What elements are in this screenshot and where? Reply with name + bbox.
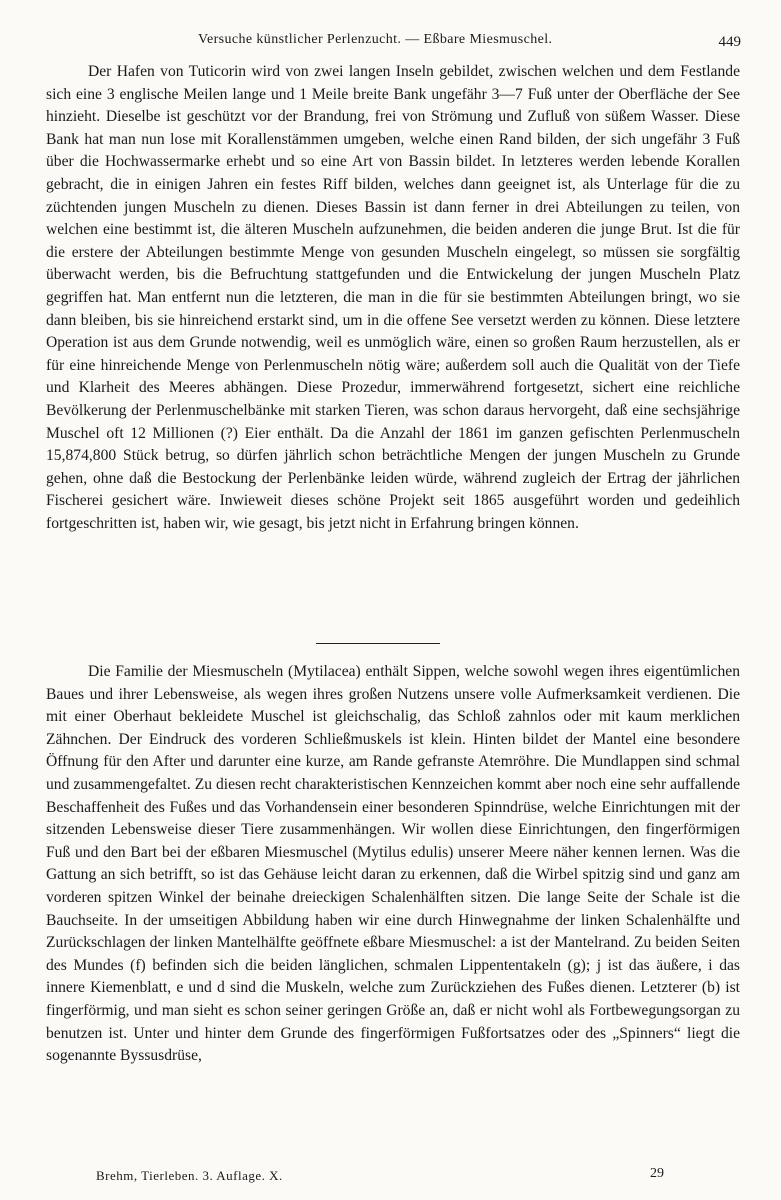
running-head: Versuche künstlicher Perlenzucht. — Eßbare Miesmuschel.: [198, 32, 553, 47]
page-header: [46, 26, 741, 54]
paragraph-text: Der Hafen von Tuticorin wird von zwei langen Inseln gebildet, zwischen welchen und dem Festlande sich eine 3 englische Meilen lange und 1 Meile breite Bank ungefähr 3—7 Fuß unter der Oberfläche der See hinzieht. Dieselbe ist geschützt vor der Brandung, frei von Strömung und Zufluß von süßem Wasser. Diese Bank hat man nun lose mit Korallenstämmen umgeben, welche einen Rand bilden, der sich ungefähr 3 Fuß über die Hochwassermarke erhebt und so eine Art von Bassin bildet. In letzteres werden lebende Korallen gebracht, die in einigen Jahren ein festes Riff bilden, welches dann geeignet ist, als Unterlage für die zu züchtenden jungen Muscheln zu dienen. Dieses Bassin ist dann ferner in drei Abteilungen zu teilen, von welchen eine bestimmt ist, die älteren Muscheln aufzunehmen, die beiden anderen die junge Brut. Ist die für die erstere der Abteilungen bestimmte Menge von gesunden Muscheln eingelegt, so müssen sie sorgfältig überwacht werden, bis die Befruchtung stattgefunden und die Entwickelung der jungen Muscheln Platz gegriffen hat. Man entfernt nun die letzteren, die man in die für sie bestimmten Abteilungen bringt, wo sie dann bleiben, bis sie hinreichend erstarkt sind, um in die offene See versetzt werden zu können. Diese letztere Operation ist aus dem Grunde notwendig, weil es unmöglich wäre, einen so großen Raum herzustellen, als er für eine hinreichende Menge von Perlenmuscheln nötig wäre; außerdem soll auch die Qualität von der Tiefe und Klarheit des Meeres abhängen. Diese Prozedur, immerwährend fortgesetzt, sichert eine reichliche Bevölkerung der Perlenmuschelbänke mit starken Tieren, was schon daraus hervorgeht, daß eine sechsjährige Muschel oft 12 Millionen (?) Eier enthält. Da die Anzahl der 1861 im ganzen gefischten Perlenmuscheln 15,874,800 Stück betrug, so dürfen jährlich schon beträchtliche Mengen der jungen Muscheln zu Grunde gehen, ohne daß die Bestockung der Perlenbänke leiden würde, während zugleich der Ertrag der jährlichen Fischerei gesichert wäre. Inwieweit dieses schöne Projekt seit 1865 ausgeführt worden und gedeihlich fortgeschritten ist, haben wir, wie gesagt, bis jetzt nicht in Erfahrung bringen können.: [46, 63, 740, 532]
signature-mark: 29: [650, 1166, 664, 1181]
section-divider: [316, 643, 440, 644]
page-footer: [46, 1168, 741, 1188]
page-number: 449: [718, 34, 741, 50]
paragraph-text: Die Familie der Miesmuscheln (Mytilacea) enthält Sippen, welche sowohl wegen ihres eigentümlichen Baues und ihrer Lebensweise, als wegen ihres großen Nutzens unsere volle Aufmerksamkeit verdienen. Die mit einer Oberhaut bekleidete Muschel ist gleichschalig, das Schloß zahnlos oder mit kaum merklichen Zähnchen. Der Eindruck des vorderen Schließmuskels ist klein. Hinten bildet der Mantel eine besondere Öffnung für den After und darunter eine kurze, am Rande gefranste Atemröhre. Die Mundlappen sind schmal und zusammengefaltet. Zu diesen recht charakteristischen Kennzeichen kommt aber noch eine sehr auffallende Beschaffenheit des Fußes und das Vorhandensein einer besonderen Spinndrüse, welche Einrichtungen mit der sitzenden Lebensweise dieser Tiere zusammenhängen. Wir wollen diese Einrichtungen, den fingerförmigen Fuß und den Bart bei der eßbaren Miesmuschel (Mytilus edulis) unserer Meere näher kennen lernen. Was die Gattung an sich betrifft, so ist das Gehäuse leicht daran zu erkennen, daß die Wirbel spitzig sind und ganz am vorderen spitzen Winkel der beinahe dreieckigen Schalenhälften sitzen. Die lange Seite der Schale ist die Bauchseite. In der umseitigen Abbildung haben wir eine durch Hinwegnahme der linken Schalenhälfte und Zurückschlagen der linken Mantelhälfte geöffnete eßbare Miesmuschel: a ist der Mantelrand. Zu beiden Seiten des Mundes (f) befinden sich die beiden länglichen, schmalen Lippententakeln (g); j ist das äußere, i das innere Kiemenblatt, e und d sind die Muskeln, welche zum Zurückziehen des Fußes dienen. Letzterer (b) ist fingerförmig, und man sieht es schon seiner geringen Größe an, daß er nicht wohl als Fortbewegungsorgan zu benutzen ist. Unter und hinter dem Grunde des fingerförmigen Fußfortsatzes oder des „Spinners“ liegt die sogenannte Byssusdrüse,: [46, 663, 740, 1065]
imprint-line: Brehm, Tierleben. 3. Auflage. X.: [96, 1168, 283, 1183]
paragraph-pearl-cultivation: [46, 61, 740, 535]
paragraph-mussel-family: [46, 661, 740, 1068]
